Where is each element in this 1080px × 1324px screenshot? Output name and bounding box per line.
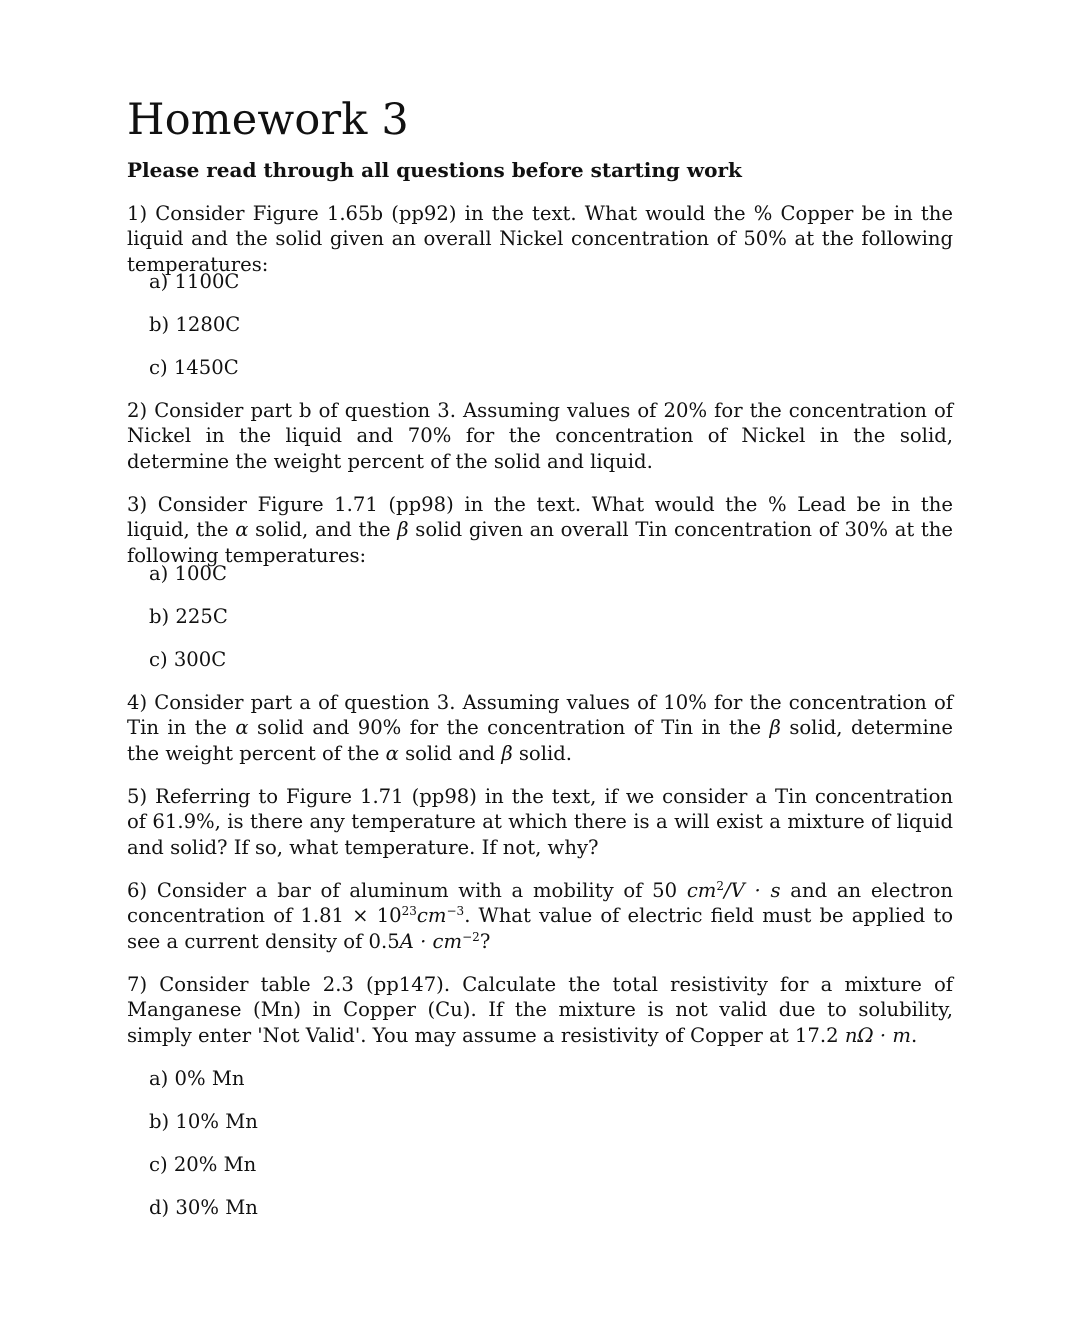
alpha-symbol: α — [235, 518, 249, 542]
question-1-option-b: b) 1280C — [149, 313, 241, 336]
question-7-option-d: d) 30% Mn — [149, 1196, 258, 1219]
question-2: 2) Consider part b of question 3. Assuming values of 20% for the concentration of Nickel in the liquid and 70% for the concentration of Nickel in the solid, determine the weight percent of the solid and liquid. — [127, 399, 953, 473]
page-title: Homework 3 — [127, 95, 409, 145]
question-7-option-b: b) 10% Mn — [149, 1110, 258, 1133]
question-3-option-c: c) 300C — [149, 648, 227, 671]
question-3-option-a: a) 100C — [149, 562, 227, 585]
question-3-option-b: b) 225C — [149, 605, 228, 628]
beta-symbol: β — [397, 518, 409, 542]
question-7-option-a: a) 0% Mn — [149, 1067, 245, 1090]
question-7-option-c: c) 20% Mn — [149, 1153, 257, 1176]
instructions: Please read through all questions before starting work — [127, 158, 742, 182]
question-4: 4) Consider part a of question 3. Assuming values of 10% for the concentration of Tin in the α solid and 90% for the concentration of Tin in the β solid, determine the weight percent of the α solid and β solid. — [127, 691, 953, 765]
question-1-option-a: a) 1100C — [149, 270, 240, 293]
question-6: 6) Consider a bar of aluminum with a mobility of 50 $cm^2/V \cdot s$ and an electron concentration of $1.81 \times 10^{23}cm^{-3}$. What value of electric field must be applied to see a current density of $0.5A \cdot cm^{-2}$? — [127, 879, 954, 953]
question-7: 7) Consider table 2.3 (pp147). Calculate the total resistivity for a mixture of Manganese (Mn) in Copper (Cu). If the mixture is not valid due to solubility, simply enter 'Not Valid'. You may assume a resistivity of Copper at 17.2 nΩ · m. — [127, 973, 953, 1047]
question-1-option-c: c) 1450C — [149, 356, 239, 379]
beta-symbol: β — [769, 716, 781, 740]
alpha-symbol: α — [385, 741, 399, 765]
question-3: 3) Consider Figure 1.71 (pp98) in the text. What would the % Lead be in the liquid, the α solid, and the β solid given an overall Tin concentration of 30% at the following temperatures: — [127, 493, 954, 567]
alpha-symbol: α — [235, 716, 249, 740]
beta-symbol: β — [501, 741, 513, 765]
question-1: 1) Consider Figure 1.65b (pp92) in the text. What would the % Copper be in the liquid and the solid given an overall Nickel concentration of 50% at the following temperatures: — [127, 202, 953, 276]
question-5: 5) Referring to Figure 1.71 (pp98) in the text, if we consider a Tin concentration of 61.9%, is there any temperature at which there is a will exist a mixture of liquid and solid? If so, what temperature. If not, why? — [127, 785, 953, 859]
